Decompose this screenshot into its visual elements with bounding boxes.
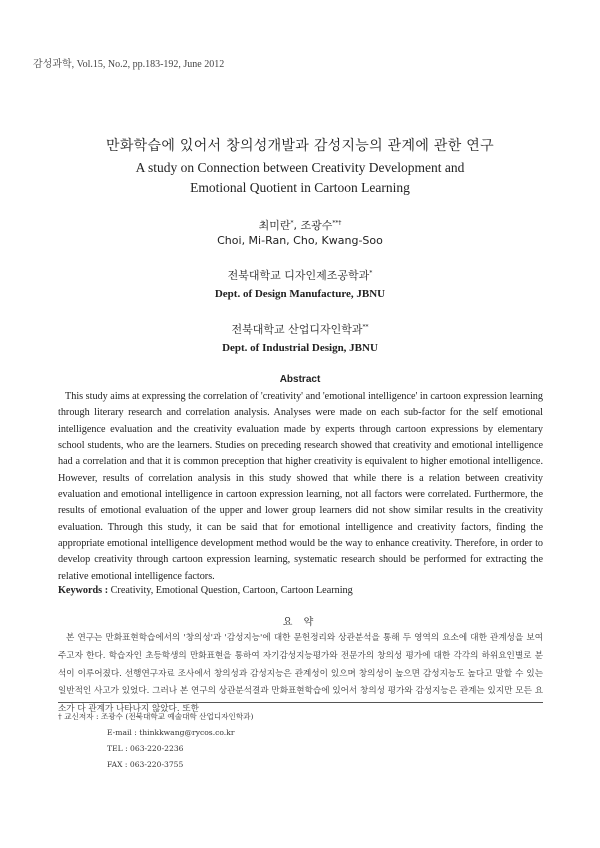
affiliation2-mark: ** (362, 323, 369, 331)
title-korean: 만화학습에 있어서 창의성개발과 감성지능의 관계에 관한 연구 (106, 138, 494, 154)
footnote-fax: FAX : 063-220-3755 (107, 760, 184, 769)
affiliation2-korean-text: 전북대학교 산업디자인학과 (231, 323, 363, 336)
affiliation1-korean (0, 267, 600, 283)
keywords-text: Creativity, Emotional Question, Cartoon, Cartoon Learning (108, 585, 353, 596)
keywords-label: Keywords : (58, 585, 109, 596)
abstract-heading: Abstract (279, 374, 321, 385)
abstract-body: This study aims at expressing the correlation of 'creativity' and 'emotional intelligence' in cartoon expression learning through literary research and correlation analysis. Analyses were made on each sub-factor for the self emotional intelligence evaluation and the creativity evaluation made by experts through cartoon expressions by elementary school students, who are the learners. Studies on preceding research showed that creativity and emotional intelligence had a correlation and that it is common preception that higher creativity is equivalent to higher emotional intelligence. However, results of correlation analysis in this study showed that while there is a relation between creativity evaluation and emotional intelligence in cartoon expression learning, not all factors were correlated. Furthermore, the results of emotional evaluation of the upper and lower group learners did not show similar results in the creativity evaluation. Through this study, it can be said that for emotional intelligence and creativity factors, finding the appropriate emotional intelligence development method would be the way to enhance creativity. Therefore, in order to develop creativity through cartoon expression learning, systematic research should be performed for extracting the relative emotional intelligence factors. (58, 391, 543, 582)
keywords (58, 585, 353, 596)
footnote-divider (58, 702, 543, 703)
title-english-line2: Emotional Quotient in Cartoon Learning (190, 180, 410, 195)
summary-body: 본 연구는 만화표현학습에서의 '창의성'과 '감성지능'에 대한 문헌정리와 상관분석을 통해 두 영역의 요소에 대한 관계성을 보여주고자 한다. 학습자인 초등학생의 만화표현을 통하여 자기감성지능평가와 전문가의 창의성 평가에 대한 각각의 하위요인별로 분석이 이루어졌다. 선행연구자료 조사에서 창의성과 감성지능은 관계성이 있으며 창의성이 높으면 감성지능도 높다고 말할 수 있는 일반적인 사고가 있었다. 그러나 본 연구의 상관분석결과 만화표현학습에 있어서 창의성 평가와 감성지능은 관계는 있지만 모든 요소가 다 관계가 나타나지 않았다. 또한 (58, 633, 543, 715)
footnote-tel: TEL : 063-220-2236 (107, 744, 184, 753)
title-english-line1: A study on Connection between Creativity Development and (135, 160, 465, 175)
summary-heading: 요 약 (282, 617, 318, 628)
author-separator: , (293, 219, 301, 232)
affiliation2-korean (0, 321, 600, 337)
journal-info: 감성과학, Vol.15, No.2, pp.183-192, June 2012 (33, 59, 225, 70)
affiliation1-english: Dept. of Design Manufacture, JBNU (214, 288, 386, 300)
footnote (58, 709, 253, 773)
footnote-corresponding-author: † 교신저자 : 조광수 (전북대학교 예술대학 산업디자인학과) (58, 712, 254, 721)
author2-korean: 조광수 (300, 219, 333, 232)
authors-english: Choi, Mi-Ran, Cho, Kwang-Soo (217, 234, 383, 247)
affiliation2-english: Dept. of Industrial Design, JBNU (222, 342, 378, 354)
affiliation1-korean-text: 전북대학교 디자인제조공학과 (227, 269, 370, 282)
author2-affiliation-mark: **† (332, 219, 342, 227)
footnote-email: E-mail : thinkkwang@rycos.co.kr (107, 728, 235, 737)
affiliation1-mark: * (369, 269, 373, 277)
authors-korean (0, 217, 600, 233)
author1-korean: 최미란 (258, 219, 291, 232)
author1-affiliation-mark: * (290, 219, 294, 227)
